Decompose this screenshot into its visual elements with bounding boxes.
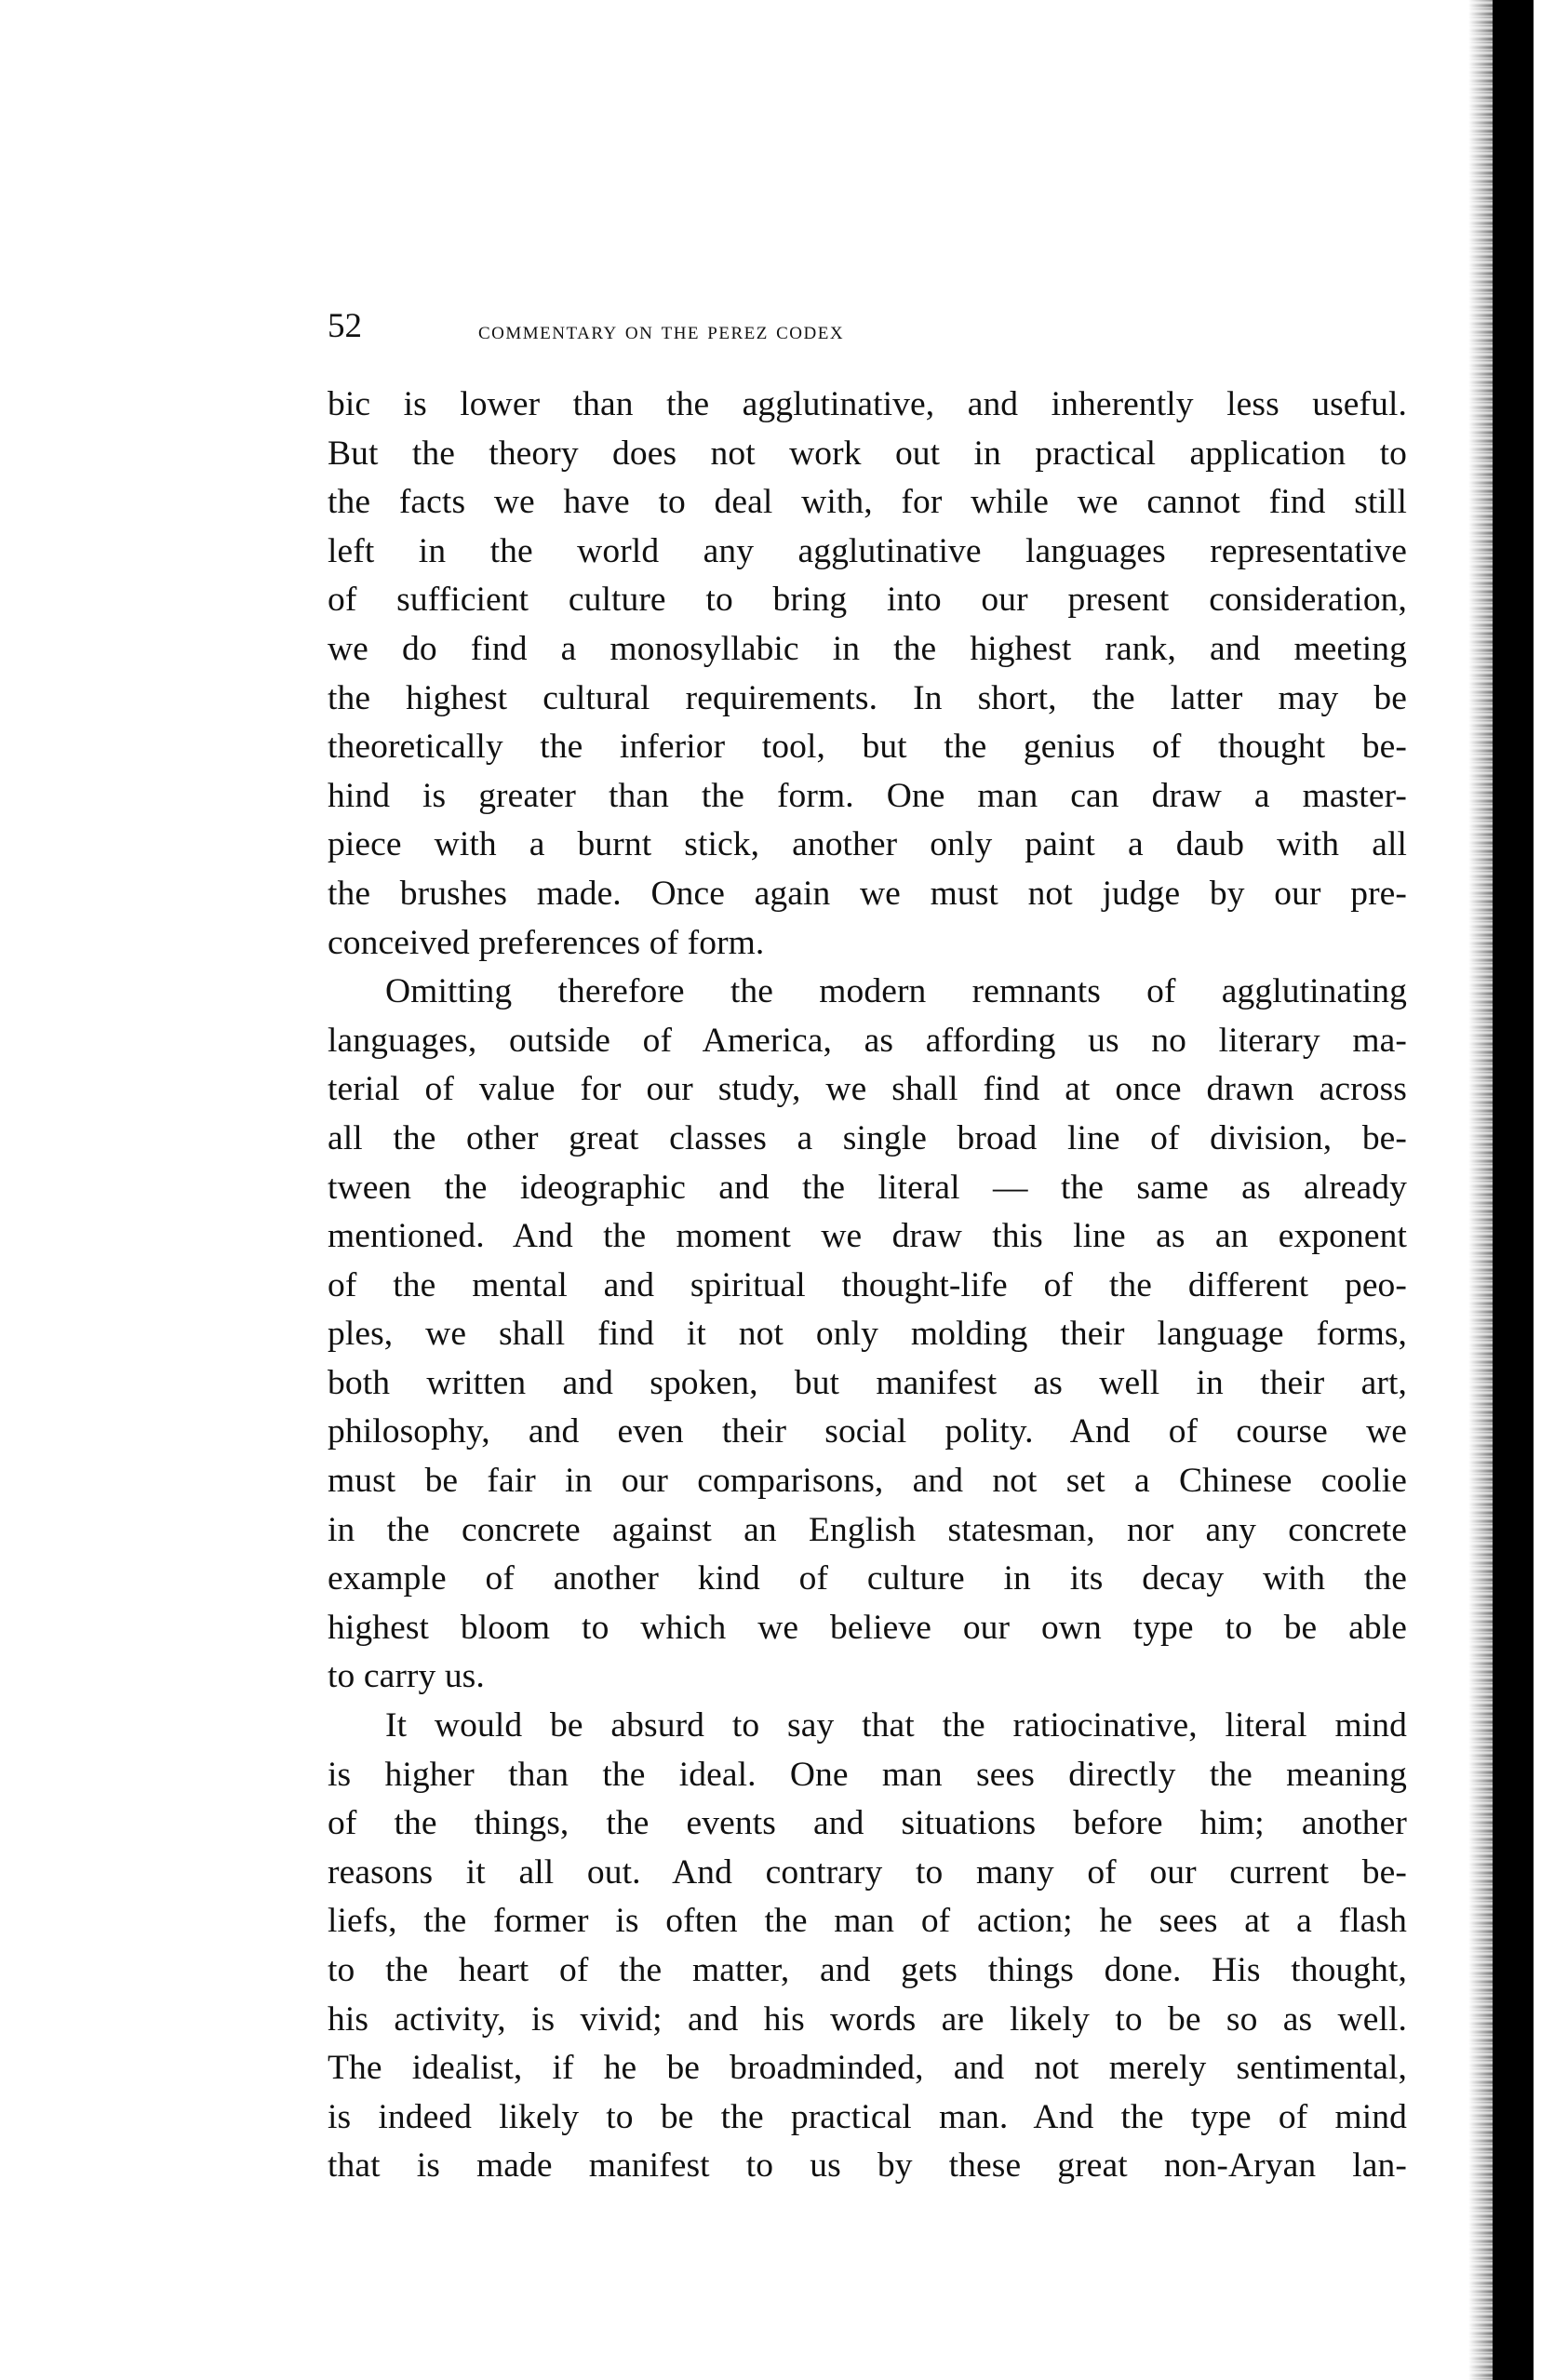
text-line: that is made manifest to us by these great non-Aryan lan- (328, 2146, 1407, 2186)
text-line: of the things, the events and situations before him; another (328, 1804, 1407, 1843)
paragraph-first-line: Omitting therefore the modern remnants of agglutinating (385, 972, 1407, 1011)
text-line: The idealist, if he be broadminded, and not merely sentimental, (328, 2049, 1407, 2088)
text-line: liefs, the former is often the man of action; he sees at a flash (328, 1902, 1407, 1941)
running-title: commentary on the perez codex (478, 316, 845, 344)
text-line: But the theory does not work out in practical application to (328, 434, 1407, 473)
binding-core (1493, 0, 1534, 2380)
text-line: is indeed likely to be the practical man. And the type of mind (328, 2097, 1407, 2136)
text-line: the facts we have to deal with, for while we cannot find still (328, 483, 1407, 522)
text-line: of the mental and spiritual thought-life of the different peo- (328, 1265, 1407, 1304)
text-line: tween the ideographic and the literal — the same as already (328, 1168, 1407, 1207)
text-line: to carry us. (328, 1657, 485, 1696)
text-line: all the other great classes a single broad line of division, be- (328, 1118, 1407, 1157)
text-line: his activity, is vivid; and his words are likely to be so as well. (328, 1999, 1407, 2039)
text-line: the highest cultural requirements. In short, the latter may be (328, 678, 1407, 717)
text-line: we do find a monosyllabic in the highest rank, and meeting (328, 629, 1407, 668)
text-line: hind is greater than the form. One man can draw a master- (328, 776, 1407, 815)
text-line: reasons it all out. And contrary to many of our current be- (328, 1852, 1407, 1892)
text-line: terial of value for our study, we shall find at once drawn across (328, 1070, 1407, 1109)
paragraph-first-line: It would be absurd to say that the ratiocinative, literal mind (385, 1706, 1407, 1745)
text-line: highest bloom to which we believe our own type to be able (328, 1608, 1407, 1647)
text-line: bic is lower than the agglutinative, and inherently less useful. (328, 385, 1407, 423)
text-line: to the heart of the matter, and gets things done. His thought, (328, 1951, 1407, 1989)
text-line: conceived preferences of form. (328, 923, 765, 962)
text-line: ples, we shall find it not only molding their language forms, (328, 1315, 1407, 1354)
text-line: example of another kind of culture in its decay with the (328, 1559, 1407, 1598)
text-line: of sufficient culture to bring into our present consideration, (328, 581, 1407, 620)
text-line: theoretically the inferior tool, but the genius of thought be- (328, 728, 1407, 767)
body-text (328, 381, 1407, 2191)
text-line: philosophy, and even their social polity. And of course we (328, 1412, 1407, 1451)
text-line: must be fair in our comparisons, and not set a Chinese coolie (328, 1462, 1407, 1501)
running-head (328, 303, 1407, 350)
text-line: both written and spoken, but manifest as well in their art, (328, 1363, 1407, 1402)
text-line: is higher than the ideal. One man sees directly the meaning (328, 1755, 1407, 1794)
text-line: languages, outside of America, as affording us no literary ma- (328, 1021, 1407, 1060)
page-number: 52 (328, 307, 362, 345)
text-line: piece with a burnt stick, another only paint a daub with all (328, 825, 1407, 864)
text-line: the brushes made. Once again we must not judge by our pre- (328, 874, 1407, 913)
text-line: mentioned. And the moment we draw this line as an exponent (328, 1217, 1407, 1256)
text-line: left in the world any agglutinative languages representative (328, 531, 1407, 570)
page-binding-shadow (1468, 0, 1554, 2380)
text-line: in the concrete against an English statesman, nor any concrete (328, 1510, 1407, 1549)
